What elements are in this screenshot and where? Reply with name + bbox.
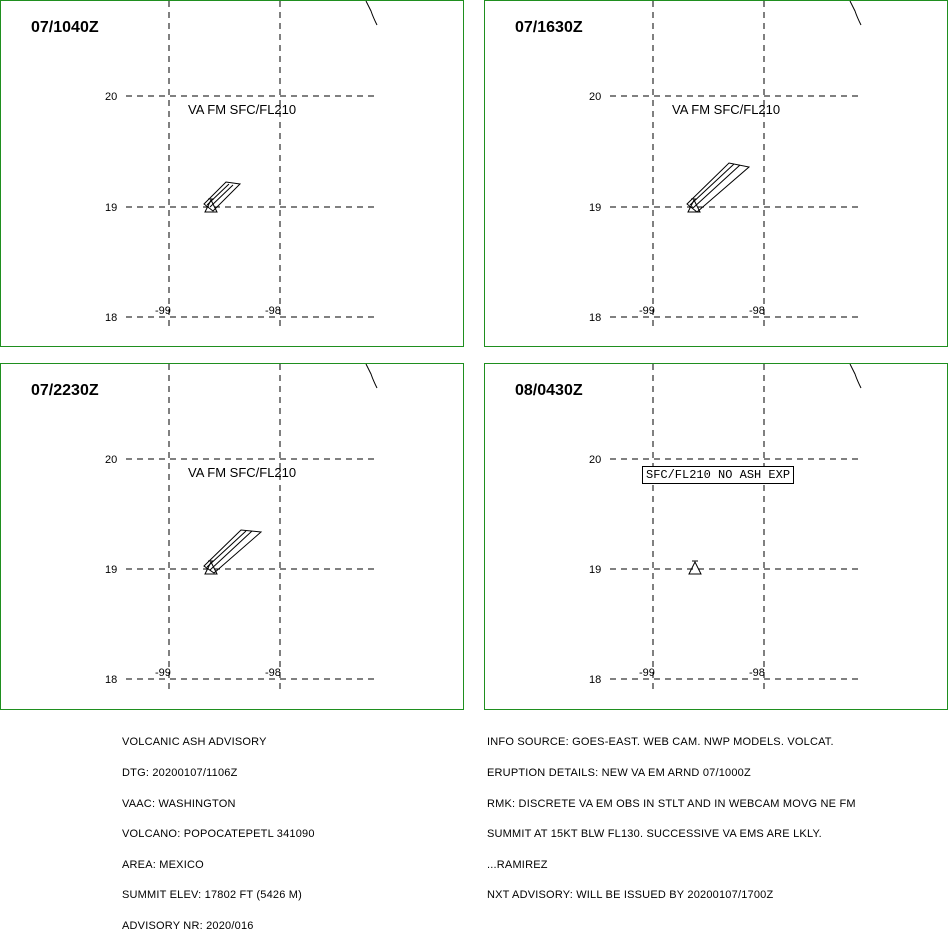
advisory-line: SUMMIT AT 15KT BLW FL130. SUCCESSIVE VA EMS ARE LKLY. bbox=[487, 828, 822, 841]
lat-label-18: 18 bbox=[589, 312, 602, 324]
ash-label: VA FM SFC/FL210 bbox=[188, 102, 297, 117]
lat-label-19: 19 bbox=[589, 564, 602, 576]
lon-label-99: -99 bbox=[155, 667, 171, 679]
lat-label-19: 19 bbox=[589, 202, 602, 214]
ash-label: VA FM SFC/FL210 bbox=[672, 102, 781, 117]
no-ash-label: SFC/FL210 NO ASH EXP bbox=[642, 466, 794, 484]
lon-label-98: -98 bbox=[749, 305, 765, 317]
advisory-line: ...RAMIREZ bbox=[487, 858, 548, 871]
lat-label-18: 18 bbox=[589, 674, 602, 686]
advisory-line: SUMMIT ELEV: 17802 FT (5426 M) bbox=[122, 889, 303, 902]
map-panel-2 bbox=[485, 1, 949, 348]
panel-time: 07/1040Z bbox=[31, 19, 99, 36]
panel-time: 08/0430Z bbox=[515, 382, 583, 399]
lat-label-19: 19 bbox=[105, 564, 118, 576]
map-panel-3 bbox=[1, 364, 465, 711]
forecast-panel-3 bbox=[0, 363, 464, 710]
lon-label-99: -99 bbox=[155, 305, 171, 317]
advisory-line: RMK: DISCRETE VA EM OBS IN STLT AND IN WEBCAM MOVG NE FM bbox=[487, 797, 856, 810]
lon-label-98: -98 bbox=[265, 667, 281, 679]
advisory-line: VOLCANIC ASH ADVISORY bbox=[122, 736, 267, 749]
panel-time: 07/2230Z bbox=[31, 382, 99, 399]
forecast-panel-1 bbox=[0, 0, 464, 347]
ash-label: VA FM SFC/FL210 bbox=[188, 465, 297, 480]
lat-label-20: 20 bbox=[589, 454, 602, 466]
advisory-line: VOLCANO: POPOCATEPETL 341090 bbox=[122, 828, 315, 841]
advisory-left-text bbox=[122, 717, 315, 941]
advisory-line: ERUPTION DETAILS: NEW VA EM ARND 07/1000Z bbox=[487, 767, 751, 780]
coastline bbox=[366, 1, 377, 25]
advisory-line: ADVISORY NR: 2020/016 bbox=[122, 920, 254, 933]
advisory-line: NXT ADVISORY: WILL BE ISSUED BY 20200107/1700Z bbox=[487, 889, 774, 902]
map-panel-1 bbox=[1, 1, 465, 348]
lat-label-18: 18 bbox=[105, 674, 118, 686]
coastline bbox=[850, 1, 861, 25]
volcano-icon bbox=[689, 561, 701, 574]
lat-label-20: 20 bbox=[105, 91, 118, 103]
ash-cloud-polygon bbox=[204, 182, 240, 211]
lat-label-20: 20 bbox=[105, 454, 118, 466]
lon-label-98: -98 bbox=[265, 305, 281, 317]
lat-label-20: 20 bbox=[589, 91, 602, 103]
lon-label-98: -98 bbox=[749, 667, 765, 679]
lat-label-18: 18 bbox=[105, 312, 118, 324]
advisory-line: DTG: 20200107/1106Z bbox=[122, 767, 238, 780]
coastline bbox=[850, 364, 861, 388]
forecast-panel-2 bbox=[484, 0, 948, 347]
lat-label-19: 19 bbox=[105, 202, 118, 214]
advisory-line: INFO SOURCE: GOES-EAST. WEB CAM. NWP MODELS. VOLCAT. bbox=[487, 736, 834, 749]
map-panel-4 bbox=[485, 364, 949, 711]
lon-label-99: -99 bbox=[639, 305, 655, 317]
advisory-line: VAAC: WASHINGTON bbox=[122, 797, 236, 810]
advisory-right-text bbox=[487, 717, 856, 911]
panel-time: 07/1630Z bbox=[515, 19, 583, 36]
ash-cloud-polygon bbox=[204, 530, 261, 573]
advisory-line: AREA: MEXICO bbox=[122, 858, 204, 871]
forecast-panel-4 bbox=[484, 363, 948, 710]
lon-label-99: -99 bbox=[639, 667, 655, 679]
coastline bbox=[366, 364, 377, 388]
